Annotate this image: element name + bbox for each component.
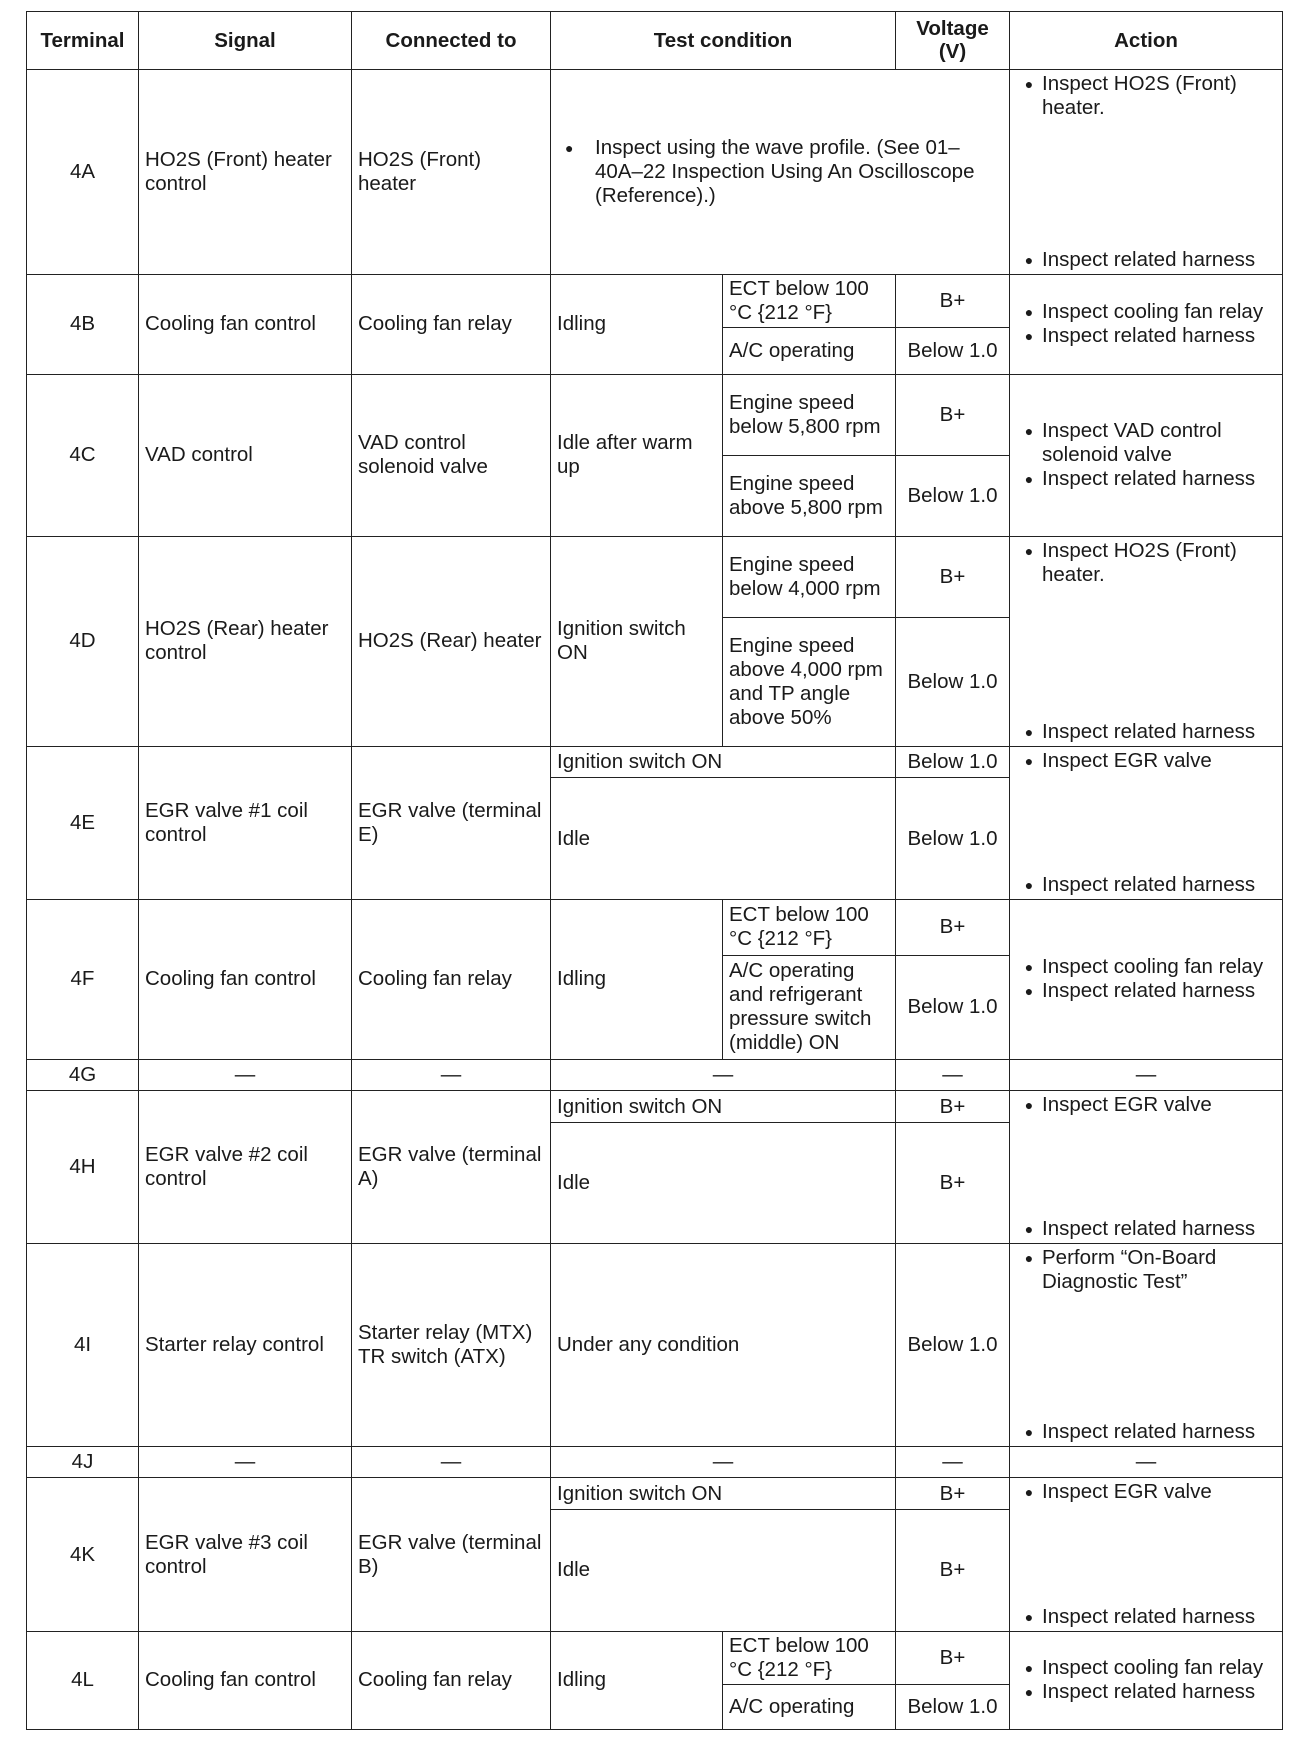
table-row <box>27 536 1283 617</box>
action-item: Inspect EGR valve <box>1042 748 1212 772</box>
header-terminal: Terminal <box>27 12 139 70</box>
bullet-icon: ● <box>1024 1250 1034 1267</box>
terminal-cell: 4F <box>27 899 139 1059</box>
sub-condition-cell: A/C operating <box>723 1685 896 1730</box>
terminal-cell: 4D <box>27 536 139 746</box>
action-item: Inspect related harness <box>1042 1604 1256 1628</box>
voltage-cell: B+ <box>896 1122 1010 1244</box>
action-item: Inspect related harness <box>1042 872 1256 896</box>
signal-cell: Starter relay control <box>139 1244 352 1447</box>
voltage-cell: Below 1.0 <box>896 746 1010 777</box>
condition-cell: Ignition switch ON <box>551 746 896 777</box>
voltage-cell: B+ <box>896 1091 1010 1122</box>
header-action: Action <box>1010 12 1283 70</box>
terminal-cell: 4J <box>27 1447 139 1478</box>
signal-cell: HO2S (Front) heater control <box>139 69 352 274</box>
connected-cell: — <box>352 1447 551 1478</box>
table-row <box>27 1447 1283 1478</box>
voltage-cell: Below 1.0 <box>896 1244 1010 1447</box>
terminal-cell: 4C <box>27 374 139 536</box>
action-cell <box>1010 1478 1283 1631</box>
bullet-icon: ● <box>1024 983 1034 1000</box>
sub-condition-cell: A/C operating and refrigerant pressure switch (middle) ON <box>723 955 896 1059</box>
condition-cell: Idling <box>551 1631 723 1729</box>
action-item: Inspect EGR valve <box>1042 1480 1212 1504</box>
bullet-icon: ● <box>1024 1684 1034 1701</box>
action-item: Inspect related harness <box>1042 1217 1256 1241</box>
table-row <box>27 1091 1283 1122</box>
signal-cell: EGR valve #1 coil control <box>139 746 352 899</box>
action-item: Inspect related harness <box>1042 719 1256 743</box>
action-item: Inspect cooling fan relay <box>1042 1656 1264 1680</box>
action-item: Inspect cooling fan relay <box>1042 300 1264 324</box>
connected-cell: Cooling fan relay <box>352 899 551 1059</box>
signal-cell: EGR valve #3 coil control <box>139 1478 352 1631</box>
bullet-icon: ● <box>1024 959 1034 976</box>
bullet-icon: ● <box>565 139 574 156</box>
action-cell <box>1010 1244 1283 1447</box>
voltage-cell: Below 1.0 <box>896 455 1010 536</box>
sub-condition-cell: Engine speed above 4,000 rpm and TP angle above 50% <box>723 618 896 747</box>
table-row <box>27 1631 1283 1685</box>
voltage-cell: Below 1.0 <box>896 955 1010 1059</box>
action-item: Perform “On-Board Diagnostic Test” <box>1042 1246 1217 1294</box>
test-condition-cell: — <box>551 1447 896 1478</box>
signal-cell: Cooling fan control <box>139 1631 352 1729</box>
bullet-icon: ● <box>1024 723 1034 740</box>
signal-cell: — <box>139 1059 352 1090</box>
sub-condition-cell: Engine speed below 5,800 rpm <box>723 374 896 455</box>
signal-cell: Cooling fan control <box>139 274 352 374</box>
action-cell <box>1010 746 1283 899</box>
sub-condition-cell: Engine speed above 5,800 rpm <box>723 455 896 536</box>
terminal-cell: 4L <box>27 1631 139 1729</box>
terminal-cell: 4G <box>27 1059 139 1090</box>
bullet-icon: ● <box>1024 1221 1034 1238</box>
header-signal: Signal <box>139 12 352 70</box>
connected-cell: EGR valve (terminal E) <box>352 746 551 899</box>
action-item: Inspect VAD control solenoid valve <box>1042 419 1222 467</box>
connected-cell: EGR valve (terminal B) <box>352 1478 551 1631</box>
bullet-icon: ● <box>1024 1484 1034 1501</box>
table-row <box>27 374 1283 455</box>
action-cell <box>1010 69 1283 274</box>
voltage-cell: — <box>896 1059 1010 1090</box>
condition-cell: Idling <box>551 899 723 1059</box>
condition-cell: Idle <box>551 1122 896 1244</box>
voltage-cell: Below 1.0 <box>896 328 1010 375</box>
action-item: Inspect related harness <box>1042 324 1256 348</box>
action-item: Inspect related harness <box>1042 467 1256 491</box>
signal-cell: — <box>139 1447 352 1478</box>
action-cell: — <box>1010 1059 1283 1090</box>
sub-condition-cell: ECT below 100 °C {212 °F} <box>723 899 896 955</box>
table-row <box>27 69 1283 274</box>
bullet-icon: ● <box>1024 1424 1034 1441</box>
voltage-cell: B+ <box>896 274 1010 328</box>
test-condition-cell: Under any condition <box>551 1244 896 1447</box>
connected-cell: HO2S (Rear) heater <box>352 536 551 746</box>
terminal-cell: 4B <box>27 274 139 374</box>
bullet-icon: ● <box>1024 75 1034 92</box>
voltage-cell: — <box>896 1447 1010 1478</box>
bullet-icon: ● <box>1024 304 1034 321</box>
connected-cell: VAD control solenoid valve <box>352 374 551 536</box>
sub-condition-cell: ECT below 100 °C {212 °F} <box>723 1631 896 1685</box>
terminal-cell: 4H <box>27 1091 139 1244</box>
condition-cell: Idle <box>551 1509 896 1631</box>
signal-cell: EGR valve #2 coil control <box>139 1091 352 1244</box>
bullet-icon: ● <box>1024 1660 1034 1677</box>
sub-condition-cell: A/C operating <box>723 328 896 375</box>
voltage-cell: Below 1.0 <box>896 618 1010 747</box>
terminal-cell: 4I <box>27 1244 139 1447</box>
connected-cell: EGR valve (terminal A) <box>352 1091 551 1244</box>
action-item: Inspect EGR valve <box>1042 1093 1212 1117</box>
bullet-icon: ● <box>1024 752 1034 769</box>
connected-cell: Cooling fan relay <box>352 1631 551 1729</box>
terminal-cell: 4E <box>27 746 139 899</box>
table-row <box>27 1244 1283 1447</box>
action-cell <box>1010 274 1283 374</box>
condition-cell: Idle <box>551 778 896 900</box>
header-row <box>27 12 1283 70</box>
action-item: Inspect related harness <box>1042 247 1256 271</box>
table-row <box>27 1059 1283 1090</box>
action-item: Inspect cooling fan relay <box>1042 955 1264 979</box>
bullet-icon: ● <box>1024 1608 1034 1625</box>
voltage-cell: Below 1.0 <box>896 778 1010 900</box>
header-connected-to: Connected to <box>352 12 551 70</box>
table-row <box>27 1478 1283 1509</box>
voltage-cell: Below 1.0 <box>896 1685 1010 1730</box>
action-item: Inspect related harness <box>1042 979 1256 1003</box>
action-item: Inspect HO2S (Front) heater. <box>1042 71 1237 119</box>
voltage-cell: B+ <box>896 899 1010 955</box>
table-row <box>27 746 1283 777</box>
bullet-icon: ● <box>1024 542 1034 559</box>
condition-cell: Ignition switch ON <box>551 1091 896 1122</box>
condition-cell: Ignition switch ON <box>551 536 723 746</box>
signal-cell: HO2S (Rear) heater control <box>139 536 352 746</box>
action-cell <box>1010 899 1283 1059</box>
action-cell <box>1010 1091 1283 1244</box>
signal-cell: Cooling fan control <box>139 899 352 1059</box>
header-test-condition: Test condition <box>551 12 896 70</box>
sub-condition-cell: Engine speed below 4,000 rpm <box>723 536 896 617</box>
bullet-icon: ● <box>1024 328 1034 345</box>
action-cell <box>1010 536 1283 746</box>
voltage-cell: B+ <box>896 1478 1010 1509</box>
bullet-icon: ● <box>1024 423 1034 440</box>
action-item: Inspect related harness <box>1042 1680 1256 1704</box>
table-row <box>27 899 1283 955</box>
sub-condition-cell: ECT below 100 °C {212 °F} <box>723 274 896 328</box>
voltage-cell: B+ <box>896 536 1010 617</box>
condition-cell: Idle after warm up <box>551 374 723 536</box>
test-condition-cell: — <box>551 1059 896 1090</box>
action-item: Inspect related harness <box>1042 1420 1256 1444</box>
connected-cell: HO2S (Front) heater <box>352 69 551 274</box>
action-cell: — <box>1010 1447 1283 1478</box>
terminal-voltage-table-sheet <box>26 11 1282 1730</box>
bullet-icon: ● <box>1024 876 1034 893</box>
voltage-cell: B+ <box>896 1509 1010 1631</box>
connected-cell: Starter relay (MTX) TR switch (ATX) <box>352 1244 551 1447</box>
voltage-cell: B+ <box>896 374 1010 455</box>
terminal-cell: 4K <box>27 1478 139 1631</box>
bullet-icon: ● <box>1024 471 1034 488</box>
test-condition-cell <box>551 69 1010 274</box>
action-cell <box>1010 374 1283 536</box>
condition-cell: Idling <box>551 274 723 374</box>
connected-cell: — <box>352 1059 551 1090</box>
action-cell <box>1010 1631 1283 1729</box>
table-row <box>27 274 1283 328</box>
terminal-cell: 4A <box>27 69 139 274</box>
signal-cell: VAD control <box>139 374 352 536</box>
action-item: Inspect HO2S (Front) heater. <box>1042 538 1237 586</box>
header-voltage: Voltage (V) <box>896 12 1010 70</box>
bullet-icon: ● <box>1024 251 1034 268</box>
voltage-cell: B+ <box>896 1631 1010 1685</box>
connected-cell: Cooling fan relay <box>352 274 551 374</box>
terminal-voltage-table <box>26 11 1283 1730</box>
test-condition-text: Inspect using the wave profile. (See 01–40A–22 Inspection Using An Oscilloscope (Reference).) <box>595 135 975 207</box>
condition-cell: Ignition switch ON <box>551 1478 896 1509</box>
bullet-icon: ● <box>1024 1097 1034 1114</box>
